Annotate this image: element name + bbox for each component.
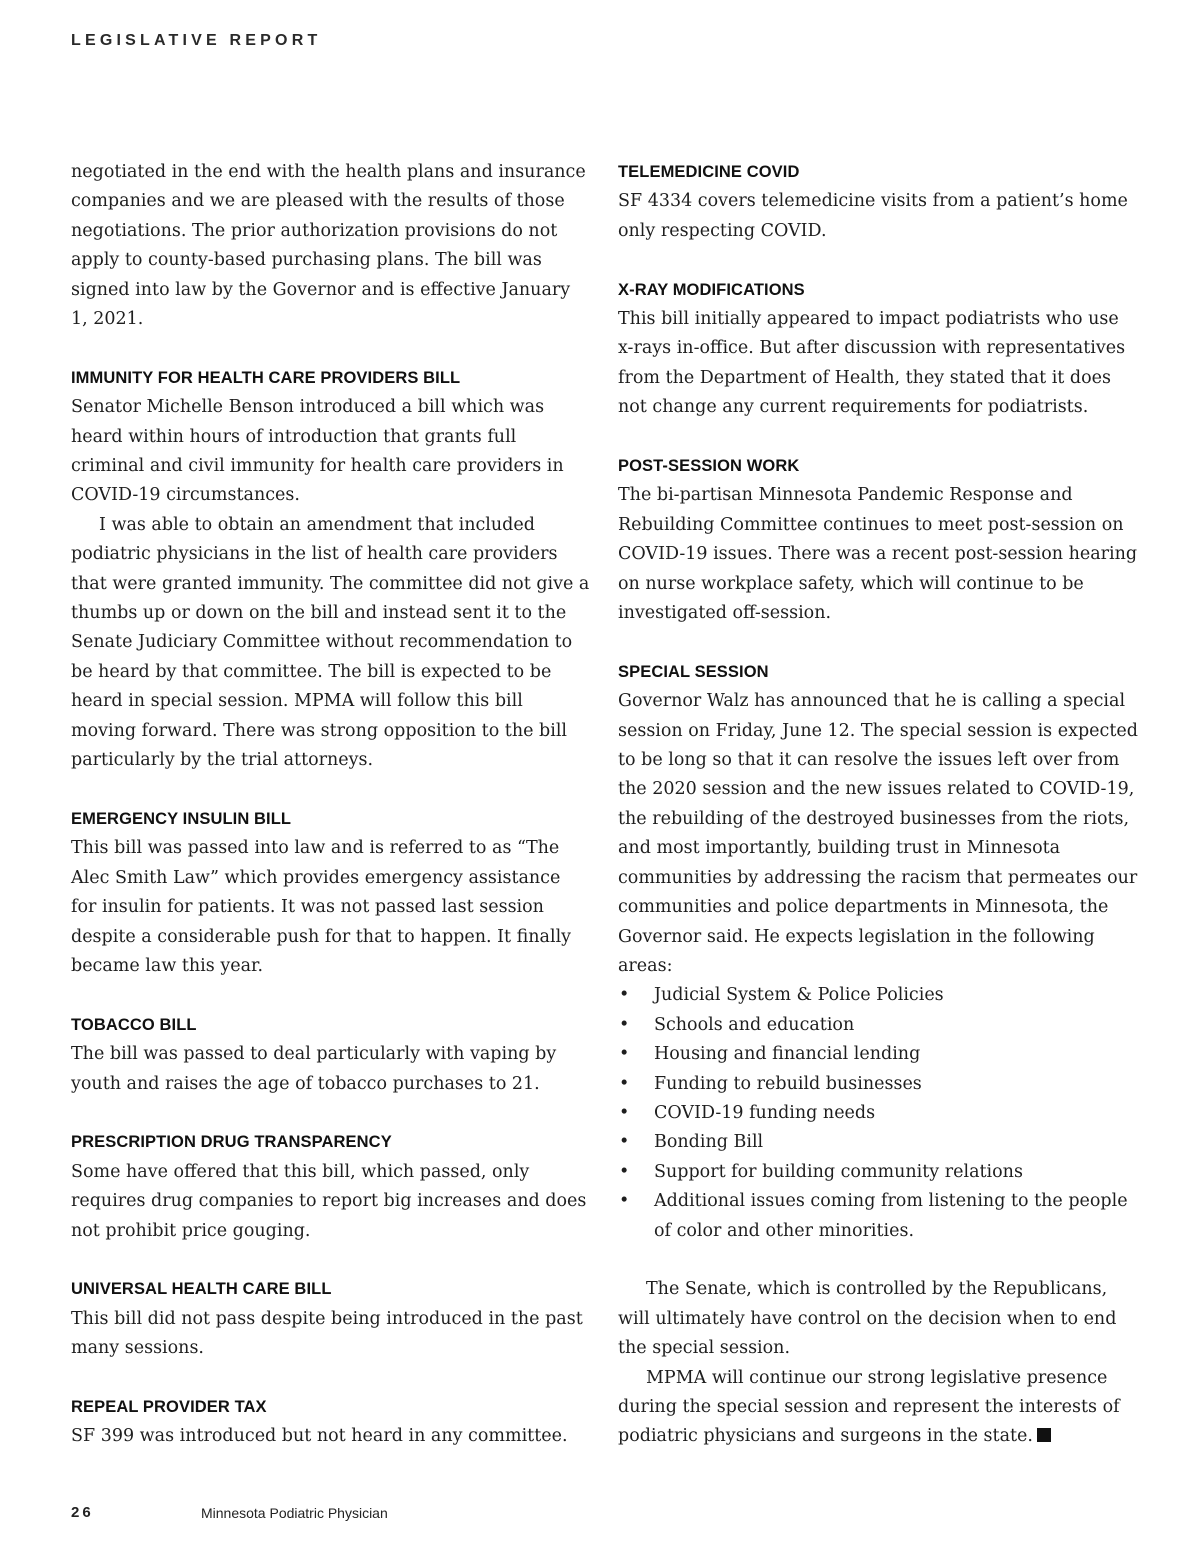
immunity-paragraph-1: Senator Michelle Benson introduced a bill which was heard within hours of introduction that grants full criminal and civil immunity for health care providers in COVID-19 circumstances.: [71, 397, 564, 506]
post-session-paragraph: The bi-partisan Minnesota Pandemic Response and Rebuilding Committee continues to meet post-session on COVID-19 issues. There was a recent post-session hearing on nurse workplace safety, which will continue to be investigated off-session.: [618, 485, 1138, 624]
special-session-paragraph-3-text: MPMA will continue our strong legislative presence during the special session and represent the interests of podiatric physicians and surgeons in the state.: [618, 1367, 1120, 1447]
publication-name: Minnesota Podiatric Physician: [201, 1505, 388, 1521]
provider-tax-paragraph: SF 399 was introduced but not heard in any committee.: [71, 1426, 568, 1447]
special-session-paragraph-2: The Senate, which is controlled by the Republicans, will ultimately have control on the decision when to end the special session.: [618, 1279, 1117, 1359]
universal-section: [71, 1275, 591, 1363]
section-heading-tobacco: TOBACCO BILL: [71, 1015, 197, 1034]
list-item: • Bonding Bill: [618, 1128, 1138, 1157]
xray-paragraph: This bill initially appeared to impact podiatrists who use x-rays in-office. But after discussion with representatives from the Department of Health, they stated that it does not change any current requirements for podiatrists.: [618, 309, 1126, 418]
special-session-section: [618, 658, 1138, 1452]
section-heading-immunity: IMMUNITY FOR HEALTH CARE PROVIDERS BILL: [71, 368, 461, 387]
list-item: • COVID-19 funding needs: [618, 1099, 1138, 1128]
left-column: [71, 158, 591, 1452]
page-number: 26: [71, 1504, 94, 1521]
running-head: LEGISLATIVE REPORT: [71, 32, 322, 49]
list-item: • Schools and education: [618, 1011, 1138, 1040]
immunity-paragraph-2: I was able to obtain an amendment that included podiatric physicians in the list of health care providers that were granted immunity. The committee did not give a thumbs up or down on the bill and instead sent it to the Senate Judiciary Committee without recommendation to be heard by that committee. The bill is expected to be heard in special session. MPMA will follow this bill moving forward. There was strong opposition to the bill particularly by the trial attorneys.: [71, 514, 590, 771]
legislation-areas-list: [618, 981, 1138, 1246]
insulin-paragraph: This bill was passed into law and is referred to as “The Alec Smith Law” which provides emergency assistance for insulin for patients. It was not passed last session despite a considerable push for that to happen. It finally became law this year.: [71, 838, 572, 976]
list-item: • Housing and financial lending: [618, 1040, 1138, 1069]
list-item: • Support for building community relations: [618, 1158, 1138, 1187]
immunity-section: [71, 364, 591, 776]
universal-paragraph: This bill did not pass despite being introduced in the past many sessions.: [71, 1308, 583, 1359]
section-heading-universal: UNIVERSAL HEALTH CARE BILL: [71, 1280, 332, 1299]
end-of-article-mark-icon: [1037, 1428, 1051, 1442]
section-heading-provider-tax: REPEAL PROVIDER TAX: [71, 1397, 267, 1416]
telemedicine-paragraph: SF 4334 covers telemedicine visits from a patient’s home only respecting COVID.: [618, 191, 1128, 241]
tobacco-paragraph: The bill was passed to deal particularly with vaping by youth and raises the age of tobacco purchases to 21.: [71, 1044, 557, 1094]
prescription-section: [71, 1128, 591, 1246]
intro-section: [71, 158, 591, 334]
special-session-paragraph-1: Governor Walz has announced that he is calling a special session on Friday, June 12. The special session is expected to be long so that it can resolve the issues left over from the 2020 session and the new issues related to COVID-19, the rebuilding of the destroyed businesses from the riots, and most importantly, building trust in Minnesota communities by addressing the racism that permeates our communities and police departments in Minnesota, the Governor said. He expects legislation in the following areas:: [618, 691, 1138, 976]
list-item: • Additional issues coming from listening to the people of color and other minorities.: [618, 1187, 1138, 1246]
right-column: [618, 158, 1138, 1452]
insulin-section: [71, 805, 591, 981]
section-heading-prescription: PRESCRIPTION DRUG TRANSPARENCY: [71, 1133, 392, 1152]
section-heading-insulin: EMERGENCY INSULIN BILL: [71, 809, 292, 828]
section-heading-special-session: SPECIAL SESSION: [618, 662, 769, 681]
section-heading-post-session: POST-SESSION WORK: [618, 457, 800, 476]
provider-tax-section: [71, 1393, 591, 1452]
special-session-paragraph-3: [618, 1364, 1138, 1452]
tobacco-section: [71, 1011, 591, 1099]
list-item: • Judicial System & Police Policies: [618, 981, 1138, 1010]
section-heading-xray: X-RAY MODIFICATIONS: [618, 280, 805, 299]
list-item: • Funding to rebuild businesses: [618, 1070, 1138, 1099]
intro-paragraph: negotiated in the end with the health plans and insurance companies and we are pleased with the results of those negotiations. The prior authorization provisions do not apply to county-based purchasing plans. The bill was signed into law by the Governor and is effective January 1, 2021.: [71, 162, 586, 330]
xray-section: [618, 276, 1138, 423]
telemedicine-section: [618, 158, 1138, 246]
post-session-section: [618, 452, 1138, 628]
prescription-paragraph: Some have offered that this bill, which passed, only requires drug companies to report big increases and does not prohibit price gouging.: [71, 1161, 587, 1241]
section-heading-telemedicine: TELEMEDICINE COVID: [618, 163, 800, 181]
